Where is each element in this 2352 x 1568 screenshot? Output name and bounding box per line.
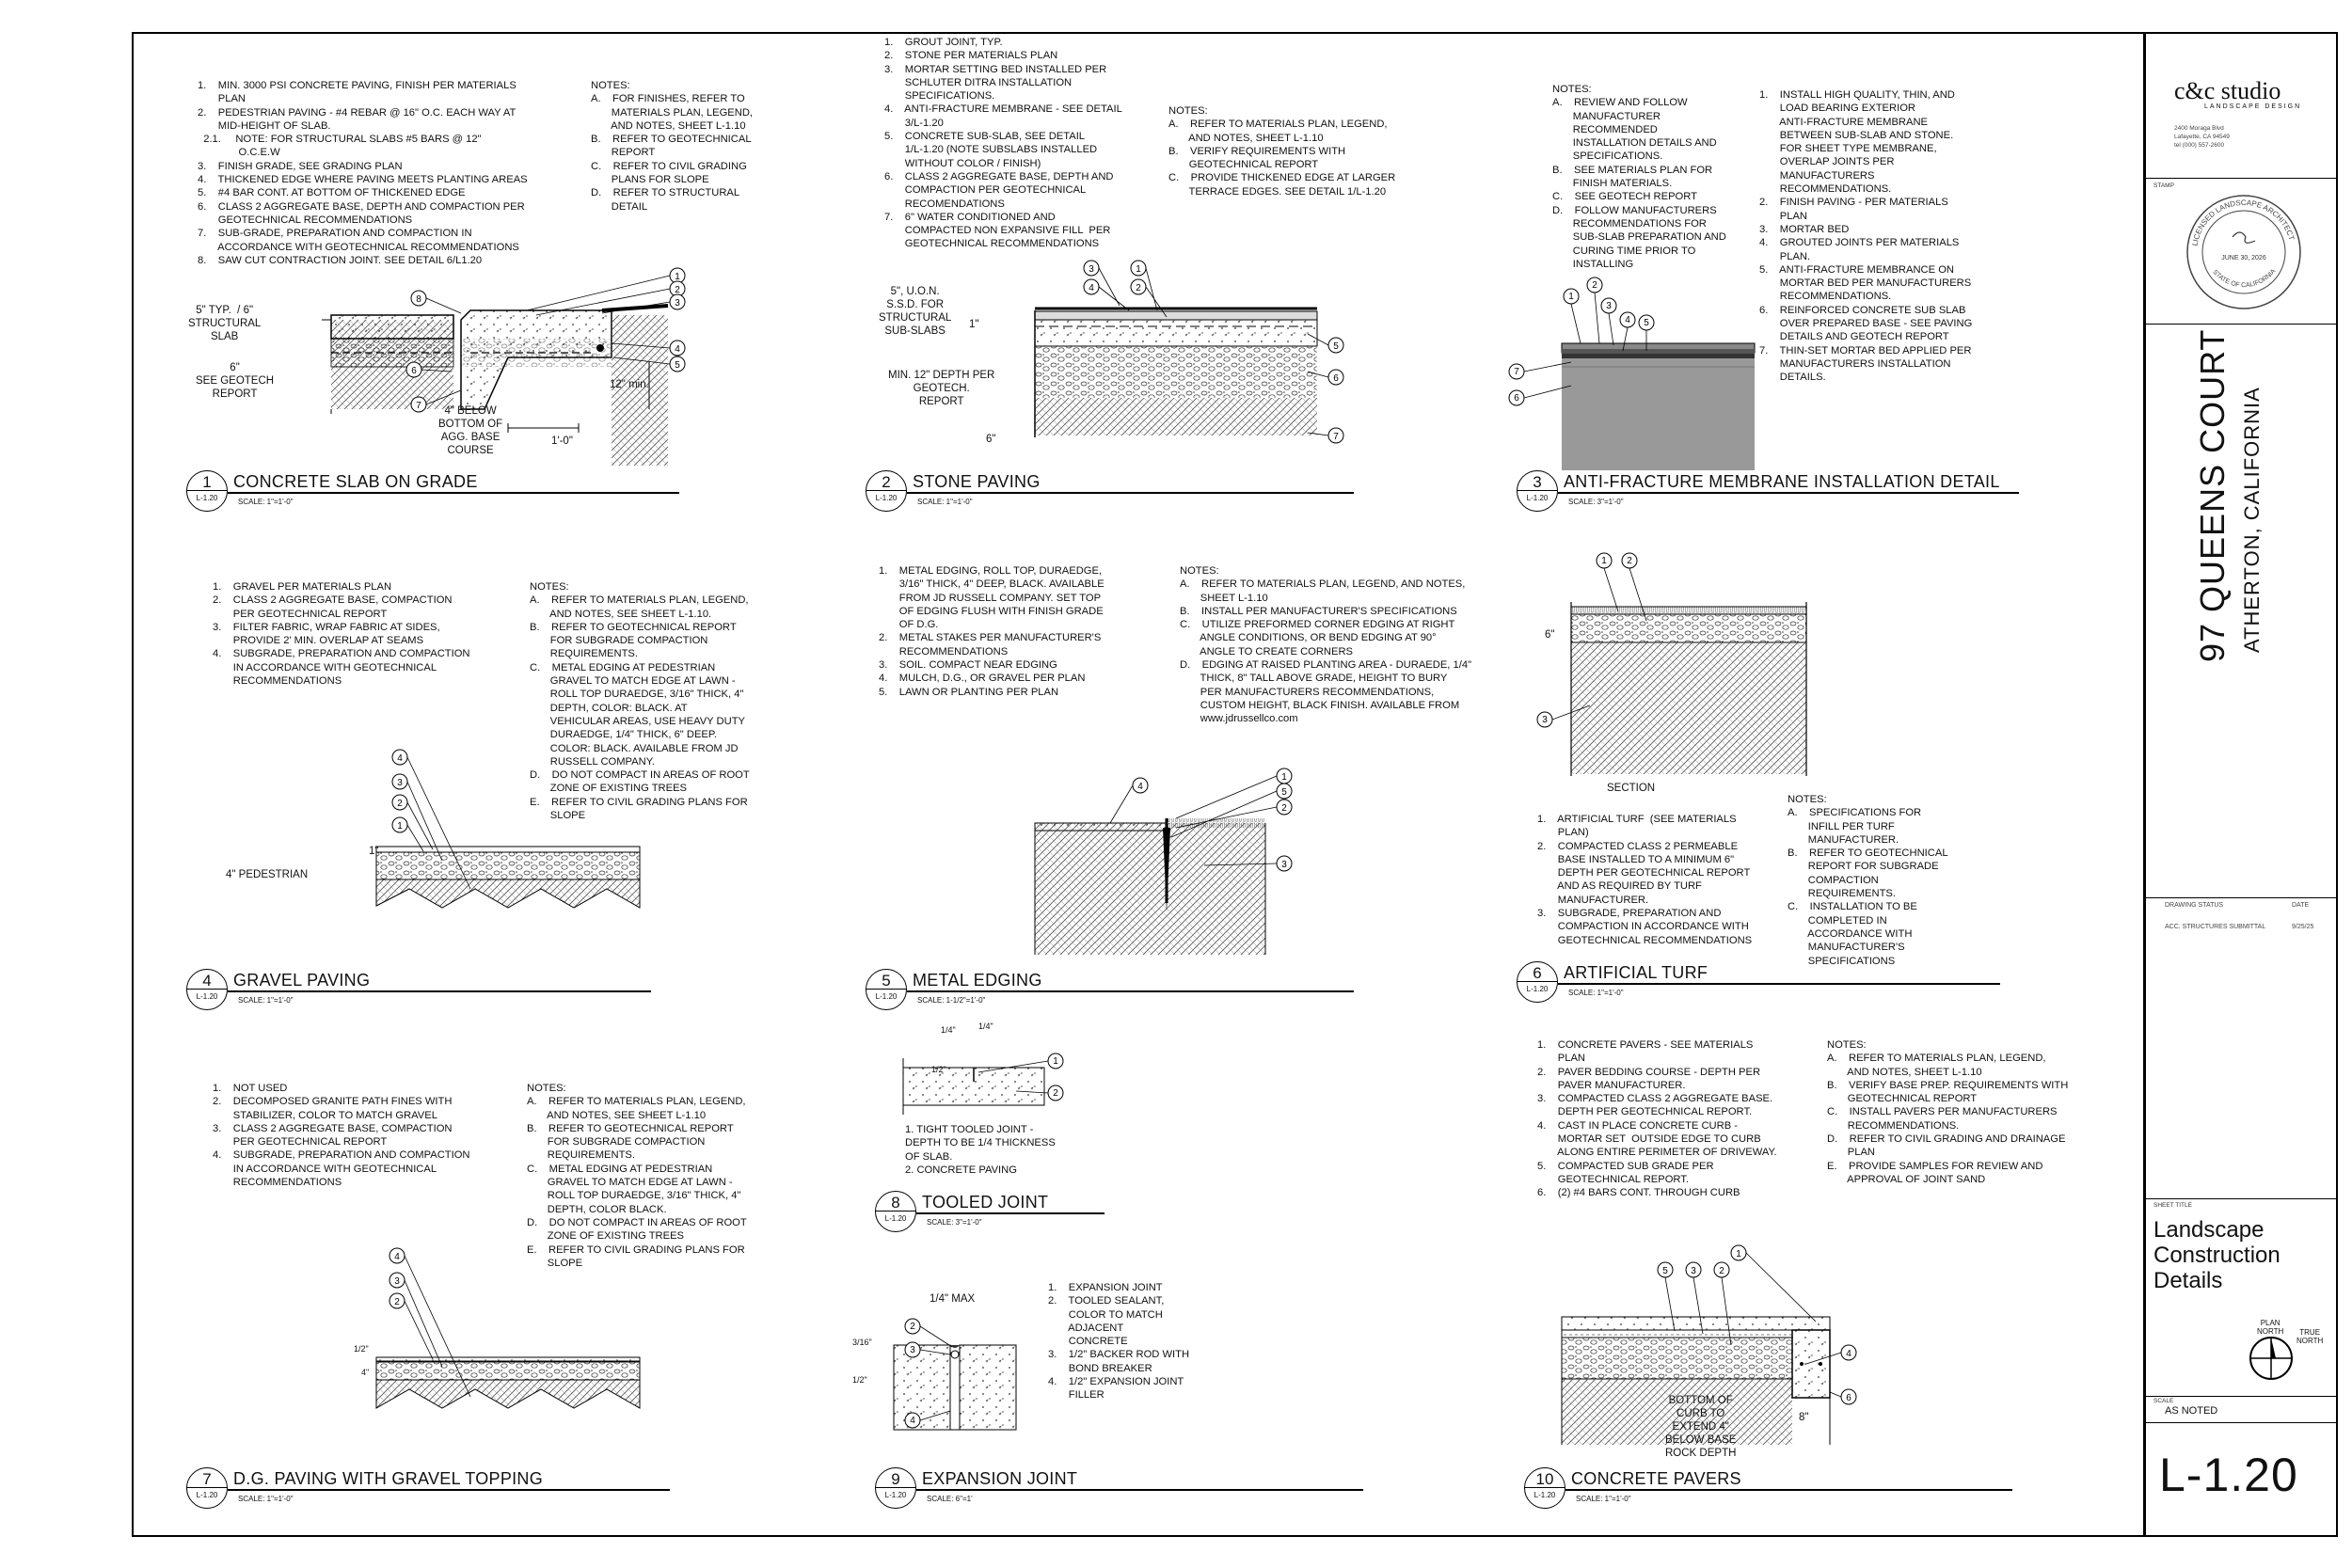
detail-2-component-list: 1. GROUT JOINT, TYP. 2. STONE PER MATERIALS PLAN 3. MORTAR SETTING BED INSTALLED PER SCHLUTER DITRA INSTALLATION SPECIFICATIONS. 4. ANTI-FRACTURE MEMBRANE - SEE DETAIL 3/L-1.20 5. CONCRETE SUB-SLAB, SEE DETAIL 1/L-1.20 (NOTE SUBSLABS INSTALLED WITHOUT COLOR / FINISH) 6. CLASS 2 AGGREGATE BASE, DEPTH AND COMPACTION PER GEOTECHNICAL RECOMENDATIONS 7. 6" WATER CONDITIONED AND COMPACTED NON EXPANSIVE FILL PER GEOTECHNICAL RECOMMENDATIONS — [884, 37, 1122, 250]
detail-10-notes: NOTES: A. REFER TO MATERIALS PLAN, LEGEND, AND NOTES, SHEET L-1.10 B. VERIFY BASE PREP. REQUIREMENTS WITH GEOTECHNICAL REPORT C. INSTALL PAVERS PER MANUFACTURERS RECOMMENDATIONS. D. REFER TO CIVIL GRADING AND DRAINAGE PLAN E. PROVIDE SAMPLES FOR REVIEW AND APPROVAL OF JOINT SAND — [1827, 1039, 2069, 1185]
svg-text:1: 1 — [1053, 1056, 1058, 1067]
true-north-label: TRUE NORTH — [2296, 1328, 2324, 1345]
detail-8-component-list: 1. TIGHT TOOLED JOINT - DEPTH TO BE 1/4 THICKNESS OF SLAB. 2. CONCRETE PAVING — [905, 1124, 1056, 1176]
svg-text:1: 1 — [675, 272, 680, 282]
svg-text:7: 7 — [416, 401, 421, 411]
detail-title-1-name: CONCRETE SLAB ON GRADE — [233, 472, 478, 491]
firm-address: 2400 Moraga Blvd Lafayette, CA 94549 tel (000) 557-2600 — [2174, 125, 2230, 149]
detail-7-notes: NOTES: A. REFER TO MATERIALS PLAN, LEGEND, AND NOTES, SEE SHEET L-1.10 B. REFER TO GEOTECHNICAL REPORT FOR SUBGRADE COMPACTION REQUIREMENTS. C. METAL EDGING AT PEDESTRIAN GRAVEL TO MATCH EDGE AT LAWN - ROLL TOP DURAEDGE, 3/16" THICK, 4" DEPTH, COLOR BLACK. D. DO NOT COMPACT IN AREAS OF ROOT ZONE OF EXISTING TREES E. REFER TO CIVIL GRADING PLANS FOR SLOPE — [527, 1083, 747, 1269]
project-location: ATHERTON, CALIFORNIA — [2240, 387, 2264, 653]
svg-text:6: 6 — [1846, 1393, 1851, 1403]
svg-text:2: 2 — [394, 1297, 400, 1307]
svg-text:5: 5 — [1333, 341, 1339, 352]
svg-text:4: 4 — [1089, 283, 1094, 293]
detail-6-notes: NOTES: A. SPECIFICATIONS FOR INFILL PER TURF MANUFACTURER. B. REFER TO GEOTECHNICAL REPORT FOR SUBGRADE COMPACTION REQUIREMENTS. C. INSTALLATION TO BE COMPLETED IN ACCORDANCE WITH MANUFACTURER'S SPECIFICATIONS — [1788, 794, 1948, 967]
d4-1in-label: 1" — [369, 846, 379, 857]
detail-title-10-name: CONCRETE PAVERS — [1571, 1469, 1741, 1488]
detail-2-notes: NOTES: A. REFER TO MATERIALS PLAN, LEGEND, AND NOTES, SHEET L-1.10 B. VERIFY REQUIREMENTS WITH GEOTECHNICAL REPORT C. PROVIDE THICKENED EDGE AT LARGER TERRACE EDGES. SEE DETAIL 1/L-1.20 — [1168, 105, 1396, 198]
svg-text:2: 2 — [1719, 1266, 1724, 1276]
title-block — [2143, 32, 2338, 1537]
d6-6in-label: 6" — [1545, 629, 1555, 641]
d8-half-label: 1/2" — [931, 1065, 946, 1074]
firm-logo: c&c studio — [2174, 77, 2281, 104]
detail-3-component-list: 1. INSTALL HIGH QUALITY, THIN, AND LOAD BEARING EXTERIOR ANTI-FRACTURE MEMBRANE BETWEEN SUB-SLAB AND STONE. FOR SHEET TYPE MEMBRANE, OVERLAP JOINTS PER MANUFACTURERS RECOMMENDATIONS. 2. FINISH PAVING - PER MATERIALS PLAN 3. MORTAR BED 4. GROUTED JOINTS PER MATERIALS PLAN. 5. ANTI-FRACTURE MEMBRANCE ON MORTAR BED PER MANUFACTURERS RECOMMENDATIONS. 6. REINFORCED CONCRETE SUB SLAB OVER PREPARED BASE - SEE PAVING DETAILS AND GEOTECH REPORT 7. THIN-SET MORTAR BED APPLIED PER MANUFACTURERS INSTALLATION DETAILS. — [1759, 89, 1973, 384]
stamp-label: STAMP — [2153, 182, 2174, 189]
svg-text:8: 8 — [416, 294, 421, 305]
d8-quarter-label: 1/4" — [941, 1025, 956, 1035]
svg-text:3: 3 — [1606, 301, 1612, 311]
detail-4-component-list: 1. GRAVEL PER MATERIALS PLAN 2. CLASS 2 AGGREGATE BASE, COMPACTION PER GEOTECHNICAL REPORT 3. FILTER FABRIC, WRAP FABRIC AT SIDES, PROVIDE 2' MIN. OVERLAP AT SEAMS 4. SUBGRADE, PREPARATION AND COMPACTION IN ACCORDANCE WITH GEOTECHNICAL RECOMMENDATIONS — [213, 581, 470, 688]
svg-text:4: 4 — [394, 1252, 400, 1262]
svg-text:3: 3 — [397, 778, 403, 788]
svg-text:3: 3 — [675, 298, 680, 309]
svg-text:2: 2 — [1136, 283, 1141, 293]
d2-uon-label: 5", U.O.N. S.S.D. FOR STRUCTURAL SUB-SLABS — [879, 286, 952, 337]
detail-title-7-name: D.G. PAVING WITH GRAVEL TOPPING — [233, 1469, 544, 1488]
detail-10-component-list: 1. CONCRETE PAVERS - SEE MATERIALS PLAN 2. PAVER BEDDING COURSE - DEPTH PER PAVER MANUFACTURER. 3. COMPACTED CLASS 2 AGGREGATE BASE. DEPTH PER GEOTECHNICAL REPORT. 4. CAST IN PLACE CONCRETE CURB - MORTAR SET OUTSIDE EDGE TO CURB ALONG ENTIRE PERIMETER OF DRIVEWAY. 5. COMPACTED SUB GRADE PER GEOTECHNICAL REPORT. 6. (2) #4 BARS CONT. THROUGH CURB — [1537, 1039, 1777, 1199]
detail-5-notes: NOTES: A. REFER TO MATERIALS PLAN, LEGEND, AND NOTES, SHEET L-1.10 B. INSTALL PER MANUFACTURER'S SPECIFICATIONS C. UTILIZE PREFORMED CORNER EDGING AT RIGHT ANGLE CONDITIONS, OR BEND EDGING AT 90° ANGLE TO CREATE CORNERS D. EDGING AT RAISED PLANTING AREA - DURAEDE, 1/4" THICK, 8" TALL ABOVE GRADE, HEIGHT TO BURY PER MANUFACTURERS RECOMMENDATIONS, CUSTOM HEIGHT, BLACK FINISH. AVAILABLE FROM www.jdrussellco.com — [1180, 565, 1472, 725]
svg-text:3: 3 — [910, 1345, 915, 1355]
svg-text:2: 2 — [1281, 803, 1287, 814]
svg-text:4: 4 — [675, 344, 680, 355]
d1-structural-label: 5" TYP. / 6" STRUCTURAL SLAB — [188, 305, 262, 342]
svg-text:4: 4 — [397, 753, 403, 764]
svg-text:1: 1 — [1601, 556, 1607, 566]
detail-3-drawing — [1505, 277, 1750, 466]
svg-text:3: 3 — [1691, 1266, 1696, 1276]
svg-text:3: 3 — [1089, 264, 1094, 275]
detail-1-component-list: 1. MIN. 3000 PSI CONCRETE PAVING, FINISH PER MATERIALS PLAN 2. PEDESTRIAN PAVING - #4 REBAR @ 16" O.C. EACH WAY AT MID-HEIGHT OF SLAB. 2.1. NOTE: FOR STRUCTURAL SLABS #5 BARS @ 12" O.C.E.W 3. FINISH GRADE, SEE GRADING PLAN 4. THICKENED EDGE WHERE PAVING MEETS PLANTING AREAS 5. #4 BAR CONT. AT BOTTOM OF THICKENED EDGE 6. CLASS 2 AGGREGATE BASE, DEPTH AND COMPACTION PER GEOTECHNICAL RECOMMENDATIONS 7. SUB-GRADE, PREPARATION AND COMPACTION IN ACCORDANCE WITH GEOTECHNICAL RECOMMENDATIONS 8. SAW CUT CONTRACTION JOINT. SEE DETAIL 6/L1.20 — [198, 80, 528, 266]
plan-north-label: PLAN NORTH — [2257, 1319, 2284, 1336]
d2-6in-label: 6" — [986, 434, 996, 445]
detail-5-drawing — [1035, 762, 1317, 959]
status-entry: ACC. STRUCTURES SUBMITTAL — [2165, 924, 2266, 930]
detail-title-3-name: ANTI-FRACTURE MEMBRANE INSTALLATION DETAIL — [1564, 472, 2000, 491]
svg-text:6: 6 — [411, 366, 417, 376]
svg-text:7: 7 — [1333, 432, 1339, 442]
svg-text:4: 4 — [1846, 1349, 1851, 1359]
detail-title-8-name: TOOLED JOINT — [922, 1193, 1049, 1212]
svg-text:2: 2 — [1627, 556, 1632, 566]
detail-title-9-name: EXPANSION JOINT — [922, 1469, 1078, 1488]
d7-4in-label: 4" — [361, 1368, 370, 1377]
scale-value: AS NOTED — [2165, 1405, 2218, 1417]
status-date: 9/25/25 — [2292, 924, 2314, 930]
detail-9-component-list: 1. EXPANSION JOINT 2. TOOLED SEALANT, COLOR TO MATCH ADJACENT CONCRETE 3. 1/2" BACKER ROD WITH BOND BREAKER 4. 1/2" EXPANSION JOINT FILLER — [1048, 1282, 1190, 1402]
detail-5-component-list: 1. METAL EDGING, ROLL TOP, DURAEDGE, 3/16" THICK, 4" DEEP, BLACK. AVAILABLE FROM JD RUSSELL COMPANY. SET TOP OF EDGING FLUSH WITH FINISH GRADE OF D.G. 2. METAL STAKES PER MANUFACTURER'S RECOMMENDATIONS 3. SOIL. COMPACT NEAR EDGING 4. MULCH, D.G., OR GRAVEL PER PLAN 5. LAWN OR PLANTING PER PLAN — [879, 565, 1104, 698]
d9-3-16-label: 3/16" — [852, 1338, 872, 1347]
svg-text:3: 3 — [1281, 860, 1287, 870]
detail-1-notes: NOTES: A. FOR FINISHES, REFER TO MATERIALS PLAN, LEGEND, AND NOTES, SHEET L-1.10 B. REFER TO GEOTECHNICAL REPORT C. REFER TO CIVIL GRADING PLANS FOR SLOPE D. REFER TO STRUCTURAL DETAIL — [591, 80, 754, 213]
svg-text:3: 3 — [394, 1276, 400, 1287]
firm-subtitle: LANDSCAPE DESIGN — [2204, 103, 2302, 110]
svg-text:5: 5 — [1662, 1266, 1668, 1276]
detail-title-6-name: ARTIFICIAL TURF — [1564, 963, 1708, 982]
svg-text:2: 2 — [1053, 1088, 1058, 1099]
scale-label: SCALE — [2153, 1398, 2174, 1404]
svg-text:4: 4 — [1137, 782, 1143, 792]
d6-section-label: SECTION — [1607, 783, 1656, 794]
d2-min12-label: MIN. 12" DEPTH PER GEOTECH. REPORT — [888, 370, 995, 407]
detail-7-component-list: 1. NOT USED 2. DECOMPOSED GRANITE PATH FINES WITH STABILIZER, COLOR TO MATCH GRAVEL 3. CLASS 2 AGGREGATE BASE, COMPACTION PER GEOTECHNICAL REPORT 4. SUBGRADE, PREPARATION AND COMPACTION IN ACCORDANCE WITH GEOTECHNICAL RECOMMENDATIONS — [213, 1083, 470, 1189]
svg-text:6: 6 — [1333, 373, 1339, 384]
sheet-title: Landscape Construction Details — [2153, 1217, 2280, 1293]
project-name: 97 QUEENS COURT — [2193, 328, 2232, 662]
svg-text:2: 2 — [1592, 280, 1597, 291]
detail-title-5-name: METAL EDGING — [913, 971, 1042, 990]
sheet-number: L-1.20 — [2159, 1449, 2298, 1501]
svg-text:1: 1 — [1281, 772, 1287, 783]
detail-title-2-name: STONE PAVING — [913, 472, 1041, 491]
sheet-title-label: SHEET TITLE — [2153, 1202, 2192, 1209]
svg-text:5: 5 — [1644, 318, 1649, 328]
svg-text:STATE OF CALIFORNIA: STATE OF CALIFORNIA — [2211, 267, 2278, 290]
date-label: DATE — [2292, 902, 2310, 909]
d9-half-label: 1/2" — [852, 1375, 867, 1385]
d7-half-label: 1/2" — [354, 1344, 369, 1354]
svg-text:LICENSED LANDSCAPE ARCHITECT: LICENSED LANDSCAPE ARCHITECT — [2190, 198, 2296, 247]
d1-below-label: 4" BELOW BOTTOM OF AGG. BASE COURSE — [438, 405, 503, 456]
d1-12min-label: 12" min. — [610, 379, 649, 390]
svg-text:1: 1 — [1136, 264, 1141, 275]
detail-7-drawing — [358, 1246, 659, 1434]
svg-text:1: 1 — [1736, 1249, 1741, 1259]
detail-3-notes: NOTES: A. REVIEW AND FOLLOW MANUFACTURER RECOMMENDED INSTALLATION DETAILS AND SPECIFICATIONS. B. SEE MATERIALS PLAN FOR FINISH MATERIALS. C. SEE GEOTECH REPORT D. FOLLOW MANUFACTURERS RECOMMENDATIONS FOR SUB-SLAB PREPARATION AND CURING TIME PRIOR TO INSTALLING — [1552, 84, 1726, 270]
svg-text:2: 2 — [910, 1322, 915, 1332]
detail-title-4-name: GRAVEL PAVING — [233, 971, 371, 990]
d10-8in-label: 8" — [1799, 1412, 1809, 1423]
detail-4-notes: NOTES: A. REFER TO MATERIALS PLAN, LEGEND, AND NOTES, SEE SHEET L-1.10. B. REFER TO GEOTECHNICAL REPORT FOR SUBGRADE COMPACTION REQUIREMENTS. C. METAL EDGING AT PEDESTRIAN GRAVEL TO MATCH EDGE AT LAWN - ROLL TOP DURAEDGE, 3/16" THICK, 4" DEPTH, COLOR: BLACK. AT VEHICULAR AREAS, USE HEAVY DUTY DURAEDGE, 1/4" THICK, 6" DEEP. COLOR: BLACK. AVAILABLE FROM JD RUSSELL COMPANY. D. DO NOT COMPACT IN AREAS OF ROOT ZONE OF EXISTING TREES E. REFER TO CIVIL GRADING PLANS FOR SLOPE — [530, 581, 750, 822]
detail-4-drawing — [358, 748, 659, 936]
detail-9-drawing — [875, 1298, 1035, 1439]
svg-text:7: 7 — [1514, 367, 1519, 377]
d9-quarter-max-label: 1/4" MAX — [930, 1293, 976, 1305]
svg-text:2: 2 — [397, 799, 403, 809]
d1-1ft-label: 1'-0" — [551, 436, 573, 447]
svg-text:5: 5 — [675, 360, 680, 371]
svg-text:3: 3 — [1542, 715, 1548, 725]
d2-1in-label: 1" — [969, 319, 979, 330]
svg-text:4: 4 — [1625, 315, 1630, 325]
professional-stamp — [2184, 192, 2306, 314]
svg-text:1: 1 — [397, 821, 403, 832]
d4-ped-label: 4" PEDESTRIAN — [226, 869, 309, 880]
svg-text:JUNE 30, 2026: JUNE 30, 2026 — [2221, 255, 2266, 261]
drawing-status-label: DRAWING STATUS — [2165, 902, 2224, 909]
detail-8-drawing — [894, 1025, 1082, 1119]
d8-quarter-b-label: 1/4" — [978, 1022, 993, 1031]
svg-text:2: 2 — [675, 285, 680, 295]
d10-bottom-label: BOTTOM OF CURB TO EXTEND 4" BELOW BASE ROCK DEPTH — [1665, 1395, 1737, 1459]
svg-text:5: 5 — [1281, 787, 1287, 798]
detail-6-drawing — [1534, 546, 1816, 790]
detail-2-drawing — [1035, 259, 1355, 470]
svg-text:6: 6 — [1514, 393, 1519, 404]
svg-text:4: 4 — [910, 1416, 915, 1426]
north-arrow-icon — [2248, 1335, 2304, 1391]
detail-6-component-list: 1. ARTIFICIAL TURF (SEE MATERIALS PLAN) 2. COMPACTED CLASS 2 PERMEABLE BASE INSTALLED TO A MINIMUM 6" DEPTH PER GEOTECHNICAL REPORT AND AS REQUIRED BY TURF MANUFACTURER. 3. SUBGRADE, PREPARATION AND COMPACTION IN ACCORDANCE WITH GEOTECHNICAL RECOMMENDATIONS — [1537, 814, 1753, 946]
svg-text:1: 1 — [1568, 292, 1574, 302]
d1-geotech-label: 6" SEE GEOTECH REPORT — [196, 362, 275, 400]
